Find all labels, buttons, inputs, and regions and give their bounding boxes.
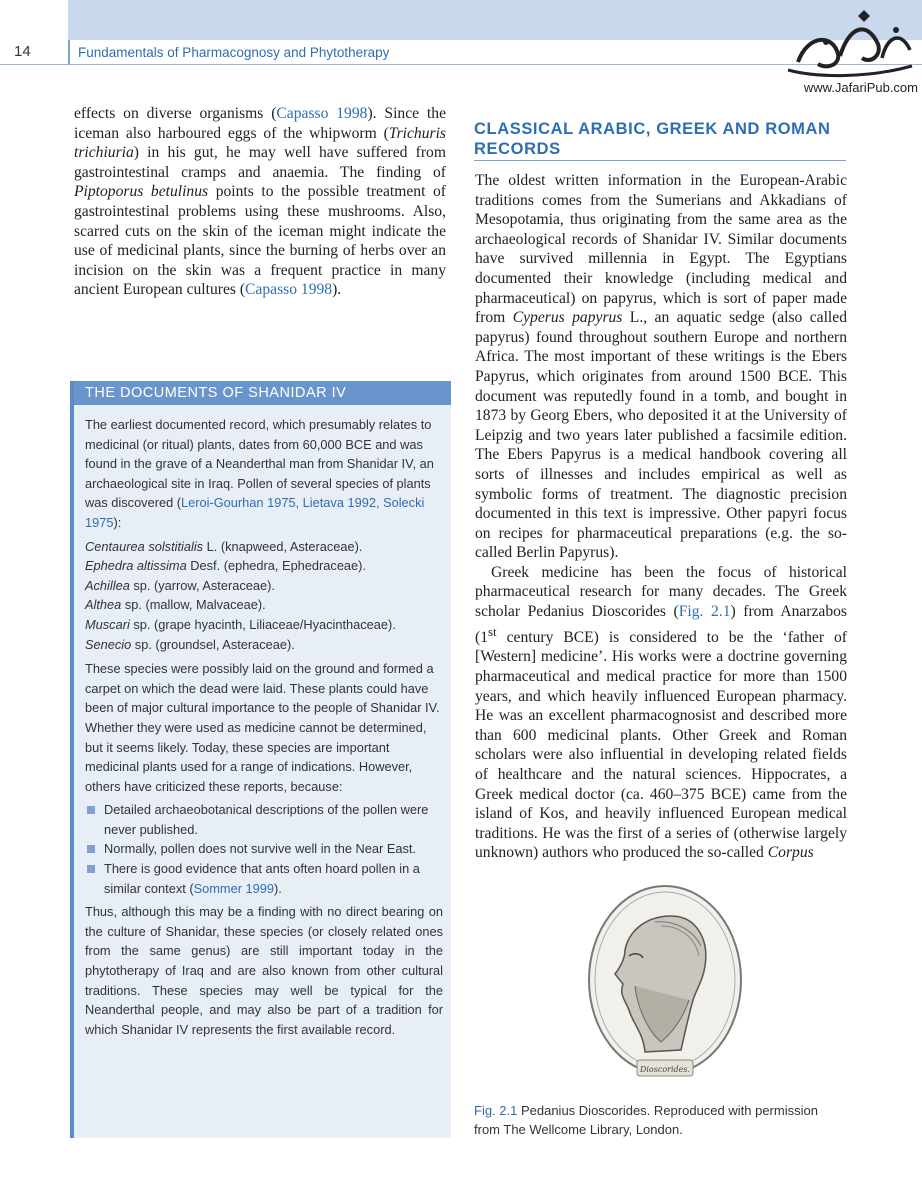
box-body [85,415,443,1043]
header-separator [68,40,70,65]
figure-portrait [585,882,745,1092]
box-bullet-list [85,800,443,898]
italic-term: Corpus [767,844,814,862]
species-details: Desf. (ephedra, Ephedraceae). [186,558,366,574]
bullet-item [85,800,443,839]
species-item [85,615,443,635]
text-run: ) from Anarzabos (1 [475,603,848,646]
publisher-website: www.JafariPub.com [803,80,918,95]
citation-link[interactable]: Capasso 1998 [245,281,333,299]
figure-label: Fig. 2.1 [474,1103,518,1118]
citation-link[interactable]: Sommer 1999 [193,880,274,896]
species-item [85,635,443,655]
species-name: Ephedra altissima [85,558,187,574]
italic-term: Cyperus papyrus [512,309,623,327]
calligraphy-logo-icon [778,4,918,82]
species-name: Senecio [85,636,132,652]
species-details: sp. (yarrow, Asteraceae). [129,577,275,593]
species-name: Achillea [85,577,130,593]
text-run: Greek medicine has been the focus of historical pharmaceutical research for many decades. The Greek scholar Pedanius Dioscorides ( [475,563,847,621]
section-heading: CLASSICAL ARABIC, GREEK AND ROMAN RECORDS [474,120,831,158]
publisher-logo[interactable] [778,4,918,100]
citation-link[interactable]: Leroi-Gourhan 1975, Lietava 1992, Solecki 1975 [85,495,425,530]
sidebar-box [70,381,451,1138]
figure-caption [474,1101,846,1139]
right-column-text [475,171,847,863]
dioscorides-engraving-icon [585,882,745,1092]
text-run: century BCE) is considered to be the ‘father of [Western] medicine’. His works were a doctrine governing pharmaceutical and medical practice for more than 1500 years, and which heavily influenced European pharmacy. He was an excellent pharmacognosist and described more than 600 medicinal plants. Other Greek and Roman scholars were also influential in developing related fields of healthcare and the natural sciences. Hippocrates, a Greek medical doctor (ca. 460–375 BCE) came from the island of Kos, and heavily influenced European medical traditions. He was the first of a series of (otherwise largely unknown) authors who produced the so-called [475,628,847,862]
text-run: Detailed archaeobotanical descriptions of the pollen were never published. [104,802,429,837]
section-heading-rule [474,160,846,161]
box-discussion: These species were possibly laid on the ground and formed a carpet on which the dead were laid. These plants could have been of major cultural importance to the people of Shanidar IV. Whether they were used as medicine cannot be determined, but it seems likely. Today, these species are important medicinal plants used for a range of indications. However, others have criticized these reports, because: [85,661,440,794]
box-conclusion: Thus, although this may be a finding with no direct bearing on the culture of Shanidar, these species (or closely related ones from the same genus) are still important today in the phytotherapy of Iraq and are also known from other cultural traditions. These species may well be typical for the Neanderthal people, and may also be part of a tradition for which Shanidar IV represents the first available record. [85,904,443,1037]
text-run: ). [332,281,342,299]
species-details: sp. (groundsel, Asteraceae). [131,636,295,652]
text-run: ). [273,880,282,896]
species-item [85,576,443,596]
species-list [85,537,443,655]
bullet-item [85,859,443,898]
species-item [85,595,443,615]
species-name: Althea [85,597,122,613]
running-title: Fundamentals of Pharmacognosy and Phytotherapy [78,45,390,60]
text-run: points to the possible treatment of gastrointestinal problems using these mushrooms. Also, scarred cuts on the skin of the iceman might indicate the use of medicinal plants, since the burning of herbs over an incision on the skin was a frequent practice in many ancient European cultures ( [74,183,446,299]
text-run: The earliest documented record, which presumably relates to medicinal (or ritual) plants, dates from 60,000 BCE and was found in the grave of a Neanderthal man from Shanidar IV, an archaeological site in Iraq. Pollen of several species of plants was discovered ( [85,417,434,511]
species-details: L. (knapweed, Asteraceae). [203,538,363,554]
square-bullet-icon [87,845,95,853]
text-run: L., an aquatic sedge (also called papyrus) found throughout southern Europe and northern Africa. The most important of these writings is the Ebers Papyrus, which originates from around 1500 BCE. This document was reputedly found in a tomb, and bought in 1873 by Georg Ebers, who deposited it at the University of Leipzig and two years later published a facsimile edition. The Ebers Papyrus is a medical handbook covering all sorts of illnesses and includes empirical as well as symbolic forms of treatment. The diagnostic precision documented in this text is impressive. Other papyri focus on recipes for pharmaceutical preparations (e.g. the so-called Berlin Papyrus). [475,309,847,562]
left-paragraph [74,104,446,300]
species-name: Muscari [85,616,130,632]
species-name: Centaurea solstitialis [85,538,204,554]
right-paragraph-1 [475,171,847,563]
plaque-text: Dioscorides. [639,1065,691,1074]
text-run: ). Since the iceman also harboured eggs of the whipworm ( [74,105,446,142]
italic-term: Trichuris trichiuria [74,124,446,162]
text-run: effects on diverse organisms ( [74,105,277,122]
text-run: There is good evidence that ants often hoard pollen in a similar context ( [104,861,420,896]
species-item [85,556,443,576]
species-details: sp. (mallow, Malvaceae). [121,597,266,613]
superscript: st [488,623,497,639]
italic-term: Piptoporus betulinus [74,183,209,201]
species-details: sp. (grape hyacinth, Liliaceae/Hyacinthaceae). [129,616,396,632]
species-item [85,537,443,557]
bullet-item [85,839,443,859]
right-paragraph-2 [475,563,847,863]
square-bullet-icon [87,865,95,873]
figure-caption-text: Pedanius Dioscorides. Reproduced with permission from The Wellcome Library, London. [474,1103,818,1137]
left-column-text [74,104,446,300]
box-intro [85,415,443,533]
text-run: ): [113,514,122,530]
square-bullet-icon [87,806,95,814]
box-title: THE DOCUMENTS OF SHANIDAR IV [74,381,451,405]
citation-link[interactable]: Fig. 2.1 [678,603,731,621]
text-run: Normally, pollen does not survive well in the Near East. [104,841,417,857]
citation-link[interactable]: Capasso 1998 [276,105,368,122]
page-number: 14 [14,43,31,60]
text-run: ) in his gut, he may well have suffered from gastrointestinal cramps and anaemia. The finding of [74,144,446,181]
text-run: The oldest written information in the European-Arabic traditions comes from the Sumerians and Akkadians of Mesopotamia, thus originating from the same area as the archaeological records of Shanidar IV. Similar documents have survived millennia in Egypt. The Egyptians documented their knowledge (including medical and pharmaceutical) on papyrus, which is sort of paper made from [475,172,847,327]
